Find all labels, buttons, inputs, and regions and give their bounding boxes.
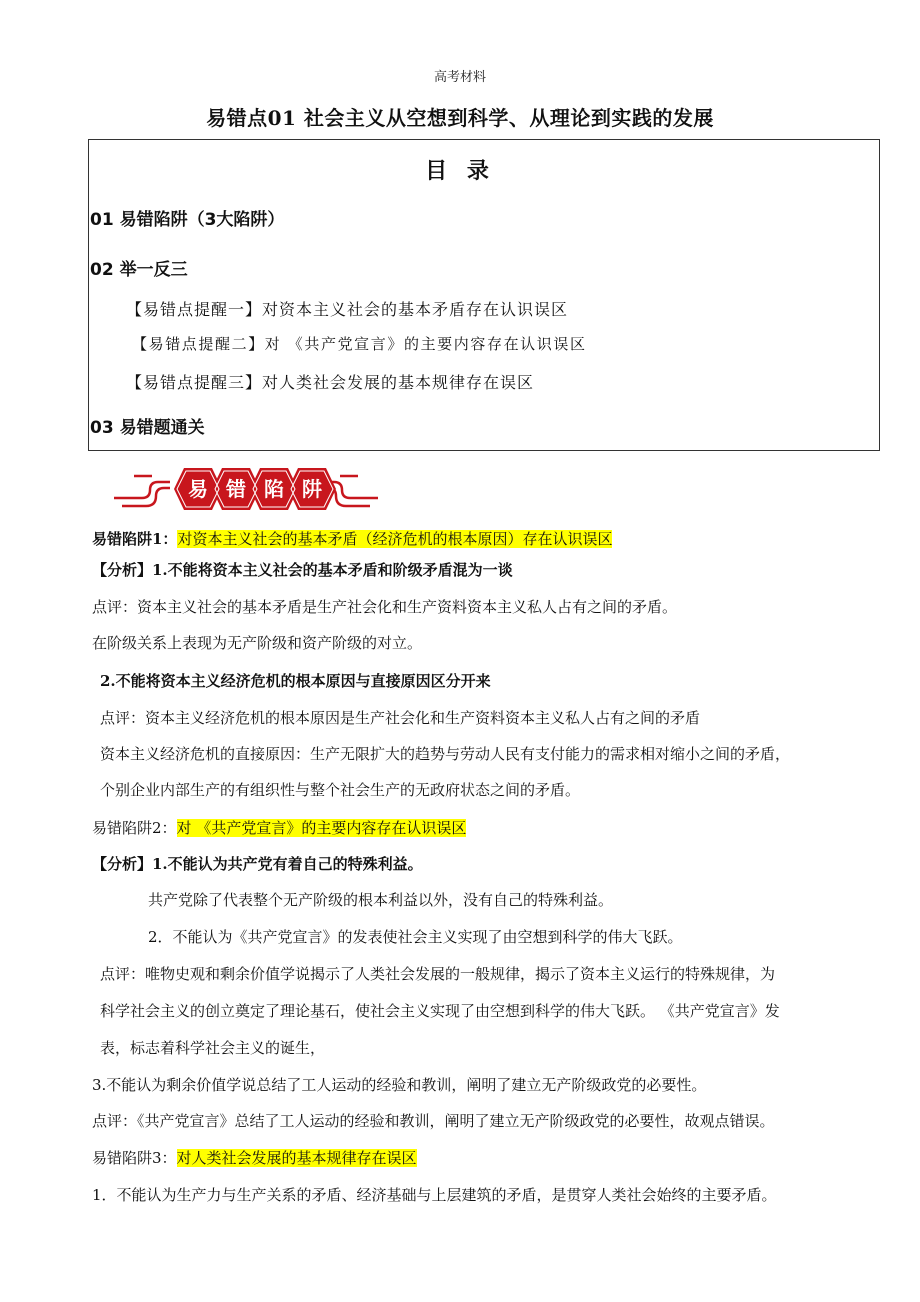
comment-3-cont: 表，标志着科学社会主义的诞生， [100,1039,326,1057]
analysis-1: 【分析】1.不能将资本主义社会的基本矛盾和阶级矛盾混为一谈 [92,561,513,579]
banner-decoration-left [114,476,170,506]
toc-item-2: 【易错点提醒二】对 《共产党宣言》的主要内容存在认识误区 [132,335,587,353]
banner-char: 错 [226,477,246,501]
trap-3-highlight: 对人类社会发展的基本规律存在误区 [176,1149,417,1167]
analysis-3-body: 共产党除了代表整个无产阶级的根本利益以外，没有自己的特殊利益。 [148,891,614,909]
trap-banner [112,458,380,520]
comment-2: 点评：资本主义经济危机的根本原因是生产社会化和生产资料资本主义私人占有之间的矛盾 [100,709,701,727]
trap-1-highlight: 对资本主义社会的基本矛盾（经济危机的根本原因）存在认识误区 [177,530,613,548]
banner-char: 易 [188,477,208,501]
analysis-5: 3.不能认为剩余价值学说总结了工人运动的经验和教训，阐明了建立无产阶级政党的必要性。 [92,1076,707,1094]
toc-section-1: 01 易错陷阱（3大陷阱） [90,210,285,230]
analysis-3: 【分析】1.不能认为共产党有着自己的特殊利益。 [92,855,423,873]
banner-char: 陷 [264,477,284,501]
comment-3: 点评：唯物史观和剩余价值学说揭示了人类社会发展的一般规律，揭示了资本主义运行的特殊规律，为 [100,965,776,983]
trap-3-heading [92,1147,417,1168]
toc-heading: 目 录 [425,159,495,184]
trap-2-label: 易错陷阱2： [92,819,177,837]
trap-3-label: 易错陷阱3： [92,1149,177,1167]
trap-1-label: 易错陷阱1： [92,530,178,548]
trap-1-heading [92,528,612,549]
comment-2-cont: 资本主义经济危机的直接原因：生产无限扩大的趋势与劳动人民有支付能力的需求相对缩小之间的矛盾， [100,745,791,763]
page-header-note: 高考材料 [433,70,486,85]
toc-section-3: 03 易错题通关 [90,418,205,438]
analysis-2: 2.不能将资本主义经济危机的根本原因与直接原因区分开来 [100,672,491,690]
toc-box [88,139,880,451]
analysis-6: 1．不能认为生产力与生产关系的矛盾、经济基础与上层建筑的矛盾，是贯穿人类社会始终的主要矛盾。 [92,1186,777,1204]
comment-2-cont: 个别企业内部生产的有组织性与整个社会生产的无政府状态之间的矛盾。 [100,781,581,799]
toc-section-2: 02 举一反三 [90,260,188,280]
comment-3-cont: 科学社会主义的创立奠定了理论基石，使社会主义实现了由空想到科学的伟大飞跃。 《共产党宣言》发 [100,1002,780,1020]
trap-2-highlight: 对 《共产党宣言》的主要内容存在认识误区 [176,819,467,837]
toc-item-1: 【易错点提醒一】对资本主义社会的基本矛盾存在认识误区 [126,300,569,319]
document-title: 易错点01 社会主义从空想到科学、从理论到实践的发展 [206,106,714,130]
toc-item-3: 【易错点提醒三】对人类社会发展的基本规律存在误区 [126,373,535,392]
comment-4: 点评：《共产党宣言》总结了工人运动的经验和教训，阐明了建立无产阶级政党的必要性，故观点错误。 [92,1112,775,1130]
banner-char: 阱 [302,477,322,501]
comment-1: 点评：资本主义社会的基本矛盾是生产社会化和生产资料资本主义私人占有之间的矛盾。 [92,598,678,616]
analysis-4: 2．不能认为《共产党宣言》的发表使社会主义实现了由空想到科学的伟大飞跃。 [148,928,683,946]
trap-2-heading [92,817,466,838]
comment-1-cont: 在阶级关系上表现为无产阶级和资产阶级的对立。 [92,634,423,652]
